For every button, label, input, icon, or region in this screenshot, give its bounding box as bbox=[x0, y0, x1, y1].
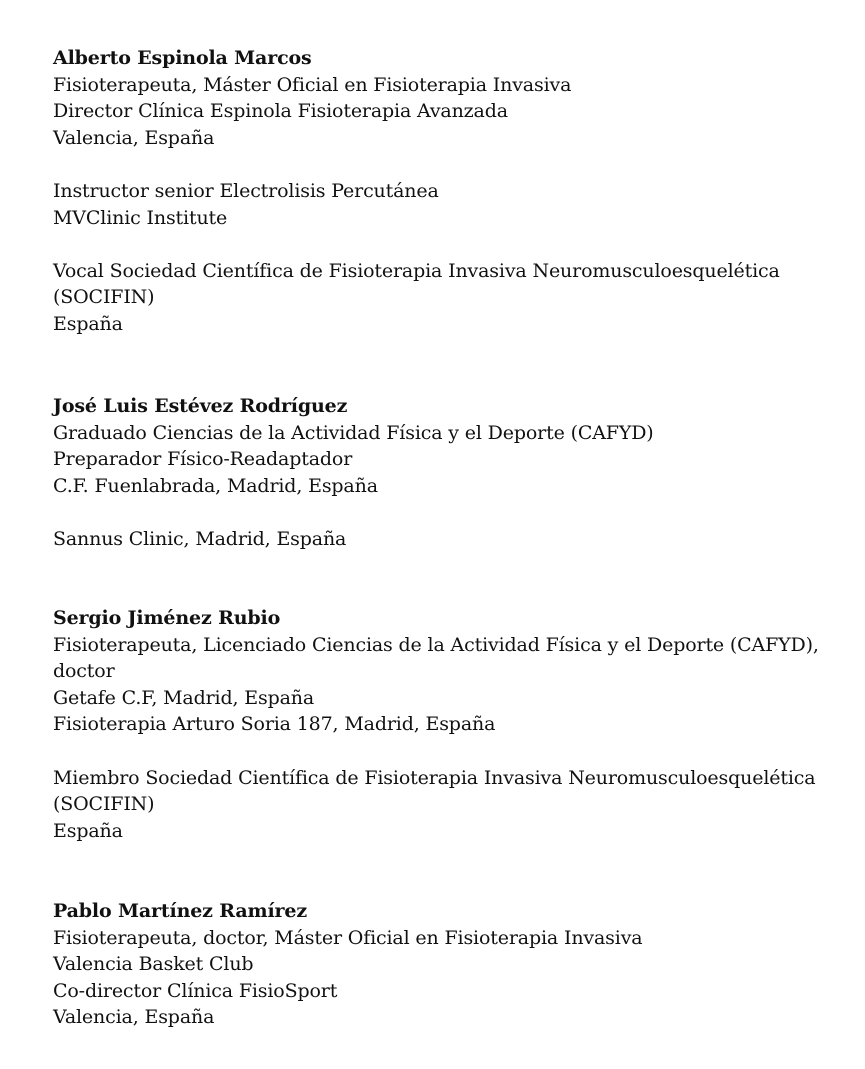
affiliation-line: Director Clínica Espinola Fisioterapia Avanzada bbox=[53, 100, 508, 123]
person-entry bbox=[53, 45, 843, 338]
affiliation-line: MVClinic Institute bbox=[53, 206, 228, 229]
affiliation-line: Valencia, España bbox=[53, 1006, 215, 1029]
paragraph-gap bbox=[53, 499, 843, 526]
affiliation-line: Sannus Clinic, Madrid, España bbox=[53, 527, 347, 550]
paragraph-gap bbox=[53, 738, 843, 765]
affiliation-line: Valencia Basket Club bbox=[53, 953, 254, 976]
affiliation-line: Fisioterapeuta, Máster Oficial en Fisioterapia Invasiva bbox=[53, 73, 572, 96]
affiliation-line: España bbox=[53, 312, 123, 335]
person-entry bbox=[53, 605, 843, 844]
affiliation-line: C.F. Fuenlabrada, Madrid, España bbox=[53, 474, 378, 497]
person-name: Sergio Jiménez Rubio bbox=[53, 607, 281, 629]
affiliation-line: Fisioterapia Arturo Soria 187, Madrid, España bbox=[53, 713, 496, 736]
affiliation-line: Fisioterapeuta, doctor, Máster Oficial en Fisioterapia Invasiva bbox=[53, 926, 643, 949]
person-entry bbox=[53, 898, 843, 1031]
affiliation-line: Miembro Sociedad Científica de Fisioterapia Invasiva Neuromusculoesquelética bbox=[53, 766, 816, 789]
affiliation-line: Preparador Físico-Readaptador bbox=[53, 448, 353, 471]
affiliation-line: Vocal Sociedad Científica de Fisioterapia Invasiva Neuromusculoesquelética bbox=[53, 259, 780, 282]
person-name: Alberto Espinola Marcos bbox=[53, 47, 312, 69]
affiliation-line: doctor bbox=[53, 660, 115, 683]
paragraph-gap bbox=[53, 231, 843, 258]
affiliation-line: España bbox=[53, 819, 123, 842]
affiliation-line: Instructor senior Electrolisis Percutánea bbox=[53, 179, 439, 202]
affiliation-line: Co-director Clínica FisioSport bbox=[53, 979, 338, 1002]
affiliation-line: Fisioterapeuta, Licenciado Ciencias de la Actividad Física y el Deporte (CAFYD), bbox=[53, 633, 819, 656]
affiliation-line: Valencia, España bbox=[53, 126, 215, 149]
person-entry bbox=[53, 393, 843, 553]
affiliation-line: (SOCIFIN) bbox=[53, 793, 155, 816]
person-name: José Luis Estévez Rodríguez bbox=[53, 395, 348, 417]
affiliation-line: (SOCIFIN) bbox=[53, 286, 155, 309]
paragraph-gap bbox=[53, 151, 843, 178]
affiliation-line: Getafe C.F, Madrid, España bbox=[53, 686, 315, 709]
person-name: Pablo Martínez Ramírez bbox=[53, 900, 307, 922]
affiliation-line: Graduado Ciencias de la Actividad Física y el Deporte (CAFYD) bbox=[53, 421, 654, 444]
